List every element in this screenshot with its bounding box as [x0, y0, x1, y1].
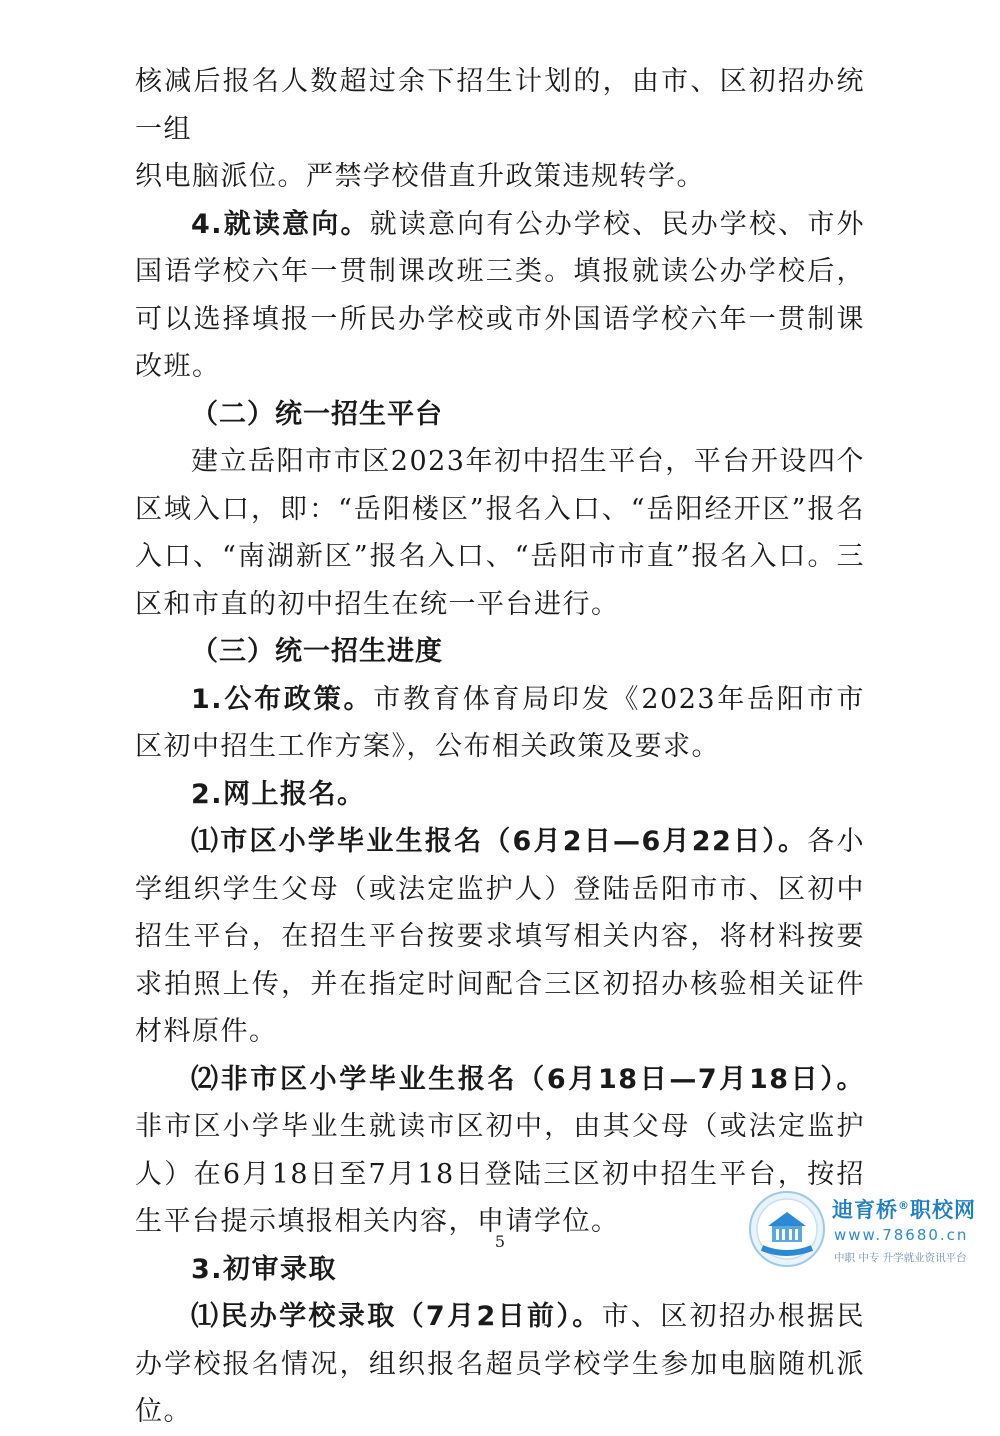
- section-heading-schedule: （三）统一招生进度: [191, 636, 443, 667]
- item-heading: 1.公布政策。: [191, 683, 374, 715]
- paragraph-study-intention: [135, 201, 865, 391]
- item-heading: ⑵非市区小学毕业生报名（6月18日—7月18日）。: [191, 1063, 865, 1095]
- item-text: 各小学组织学生父母（或法定监护人）登陆岳阳市市、区初中招生平台，在招生平台按要求填写相关内容，将材料按要求拍照上传，并在指定时间配合三区初招办核验相关证件材料原件。: [135, 826, 865, 1047]
- paragraph-publish-policy: [135, 676, 865, 771]
- text-line: 核减后报名人数超过余下招生计划的，由市、区初招办统一组: [135, 66, 865, 145]
- school-emblem-icon: [748, 1190, 826, 1268]
- item-heading: ⑴民办学校录取（7月2日前）。: [191, 1301, 602, 1332]
- item-heading: ⑴市区小学毕业生报名（6月2日—6月22日）。: [191, 826, 808, 857]
- watermark-brand: 迪育桥: [832, 1198, 898, 1222]
- paragraph-city-registration: [135, 818, 865, 1056]
- paragraph-initial-review: 3.初审录取: [191, 1253, 338, 1285]
- watermark-brand-suffix: 职校网: [910, 1198, 976, 1222]
- item-heading: 4.就读意向。: [191, 208, 370, 240]
- paragraph-continuation: [135, 58, 865, 201]
- item-text: 就读意向有公办学校、民办学校、市外国语学校六年一贯制课改班三类。填报就读公办学校后，可以选择填报一所民办学校或市外国语学校六年一贯制课改班。: [135, 208, 865, 382]
- paragraph-online-registration: 2.网上报名。: [191, 778, 366, 810]
- item-text: 市、区初招办根据民办学校报名情况，组织报名超员学校学生参加电脑随机派位。: [135, 1301, 866, 1427]
- paragraph-platform: 建立岳阳市市区2023年初中招生平台，平台开设四个区域入口，即：“岳阳楼区”报名入口、“岳阳经开区”报名入口、“南湖新区”报名入口、“岳阳市市直”报名入口。三区和市直的初中招生在统一平台进行。: [135, 446, 865, 620]
- watermark-url: www.78680.cn: [834, 1226, 969, 1244]
- registered-mark: ®: [898, 1199, 910, 1212]
- page-number: 5: [494, 1232, 506, 1251]
- item-text: 市教育体育局印发《2023年岳阳市市区初中招生工作方案》，公布相关政策及要求。: [135, 683, 865, 762]
- watermark-tagline: 中职 中专 升学就业资讯平台: [834, 1252, 967, 1264]
- section-heading-platform: （二）统一招生平台: [191, 398, 443, 430]
- watermark-title: [832, 1194, 976, 1224]
- watermark-logo: [748, 1190, 1000, 1276]
- paragraph-private-admission: [135, 1293, 865, 1436]
- text-line: 织电脑派位。严禁学校借直升政策违规转学。: [135, 161, 705, 192]
- item-text: 非市区小学毕业生就读市区初中，由其父母（或法定监护人）在6月18日至7月18日登陆三区初中招生平台，按招生平台提示填报相关内容，申请学位。: [135, 1111, 865, 1237]
